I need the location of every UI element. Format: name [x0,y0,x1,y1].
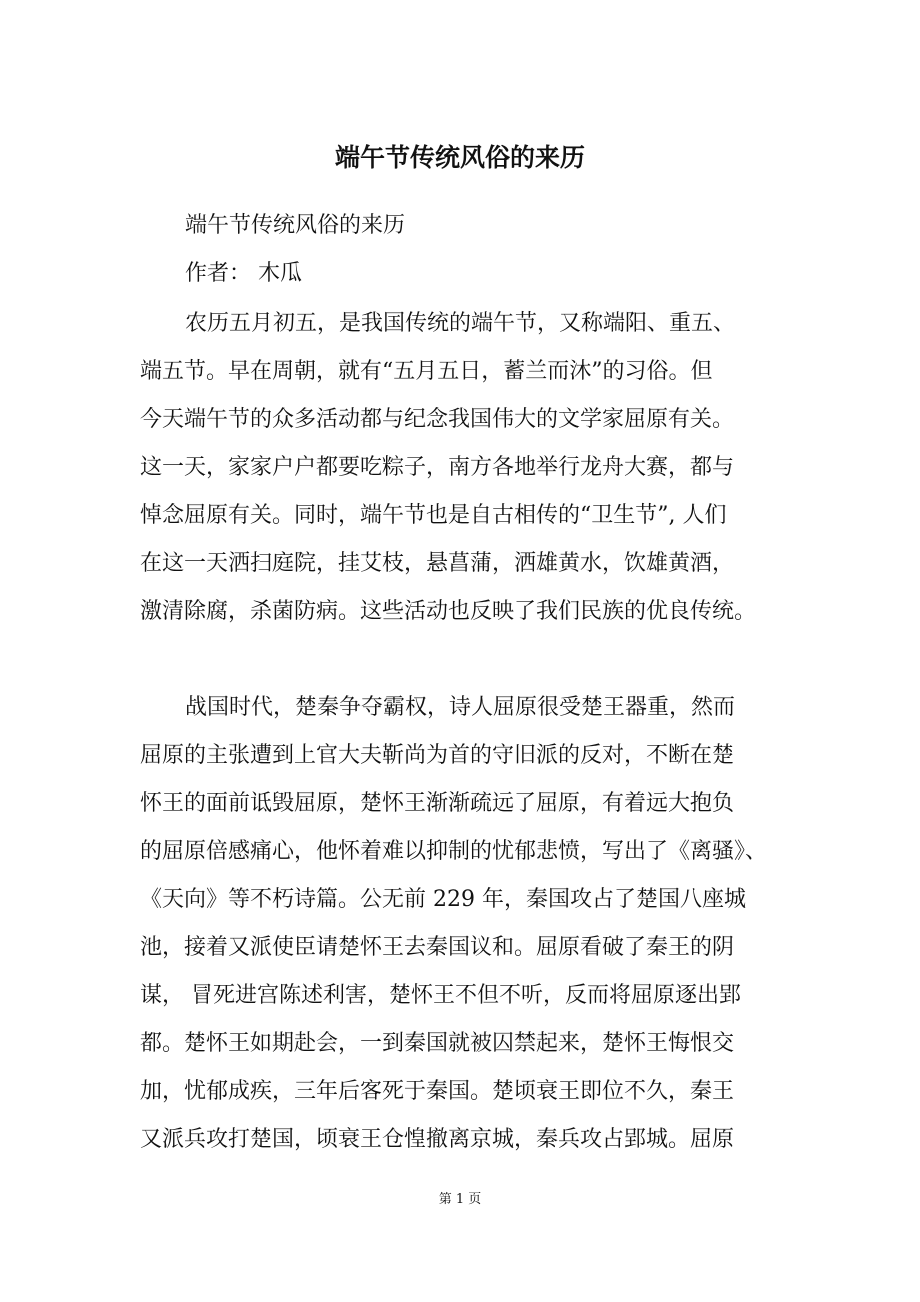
paragraph-line: 在这一天洒扫庭院，挂艾枝，悬菖蒲，洒雄黄水，饮雄黄酒， [140,551,735,576]
paragraph-line: 都。楚怀王如期赴会，一到秦国就被囚禁起来，楚怀王悔恨交 [140,1031,735,1056]
paragraph-line: 的屈原倍感痛心，他怀着难以抑制的忧郁悲愤，写出了《离骚》、 [140,839,768,864]
document-title: 端午节传统风俗的来历 [334,143,585,172]
paragraph-line: 加，忧郁成疾，三年后客死于秦国。楚顷衰王即位不久，秦王 [140,1079,735,1104]
paragraph-line: 端五节。早在周朝，就有“五月五日，蓄兰而沐”的习俗。但 [140,359,713,384]
paragraph-line: 激清除腐，杀菌防病。这些活动也反映了我们民族的优良传统。 [140,599,757,624]
paragraph-line: 屈原的主张遭到上官大夫靳尚为首的守旧派的反对，不断在楚 [140,743,735,768]
paragraph-line: 怀王的面前诋毁屈原，楚怀王渐渐疏远了屈原，有着远大抱负 [140,791,735,816]
paragraph-line: 悼念屈原有关。同时，端午节也是自古相传的“卫生节”, 人们 [140,503,727,528]
page-number: 第 1 页 [438,1192,482,1207]
paragraph-line: 这一天，家家户户都要吃粽子，南方各地举行龙舟大赛，都与 [140,455,735,480]
paragraph-line: 池，接着又派使臣请楚怀王去秦国议和。屈原看破了秦王的阴 [140,935,735,960]
paragraph-line: 今天端午节的众多活动都与纪念我国伟大的文学家屈原有关。 [140,407,735,432]
paragraph-line: 《天向》等不朽诗篇。公无前 229 年，秦国攻占了楚国八座城 [140,887,746,912]
paragraph-line: 谋， 冒死进宫陈述利害，楚怀王不但不听，反而将屈原逐出郢 [140,983,741,1008]
paragraph-line: 农历五月初五，是我国传统的端午节，又称端阳、重五、 [185,311,736,336]
paragraph-line: 战国时代，楚秦争夺霸权，诗人屈原很受楚王器重，然而 [185,695,736,720]
author-line: 作者： 木瓜 [185,261,302,286]
subtitle-line: 端午节传统风俗的来历 [185,213,406,238]
paragraph-line: 又派兵攻打楚国，顷衰王仓惶撤离京城，秦兵攻占郢城。屈原 [140,1127,735,1152]
